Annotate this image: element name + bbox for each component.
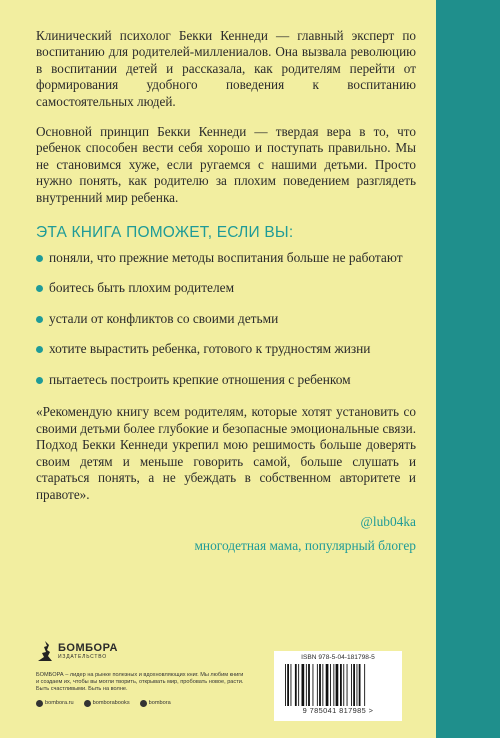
bullet-dot-icon <box>36 316 43 323</box>
social-label: bombora <box>148 700 171 707</box>
social-links <box>36 700 246 707</box>
barcode-number: 9 785041 817985 > <box>302 706 374 715</box>
intro-paragraph: Клинический психолог Бекки Кеннеди — главный эксперт по воспитанию для родителей-миллениалов. Она вызвала революцию в воспитании детей и рассказала, как родителям перейти от формирования удобного поведения к воспитанию самостоятельных людей. <box>36 28 416 109</box>
testimonial-quote: «Рекомендую книгу всем родителям, которые хотят установить со своими детьми более глубокие и безопасные эмоциональные связи. Подход Бекки Кеннеди укрепил мою решимость больше доверять своим детям и меньше говорить самой, больше слушать и стараться понять, а не убеждать в собственном авторитете и правоте». <box>36 404 416 503</box>
publisher-logo <box>36 640 246 662</box>
list-item <box>36 311 416 327</box>
list-item-text: боитесь быть плохим родителем <box>49 280 235 296</box>
spine-stripe <box>436 0 500 738</box>
social-link <box>140 700 171 707</box>
list-item <box>36 372 416 388</box>
list-item-text: устали от конфликтов со своими детьми <box>49 310 279 326</box>
social-link <box>84 700 130 707</box>
telegram-icon <box>140 700 147 707</box>
list-item <box>36 280 416 296</box>
publisher-footer <box>36 640 246 707</box>
isbn-label: ISBN 978-5-04-181798-5 <box>301 654 375 661</box>
list-item-text: пытаетесь построить крепкие отношения с ребенком <box>49 371 351 387</box>
social-link <box>36 700 74 707</box>
quote-author: @lub04ka <box>360 513 416 529</box>
bullet-dot-icon <box>36 255 43 262</box>
globe-icon <box>36 700 43 707</box>
social-label: bomborabooks <box>92 700 130 707</box>
bullet-list <box>36 250 416 388</box>
vk-icon <box>84 700 91 707</box>
intro-paragraph: Основной принцип Бекки Кеннеди — твердая вера в то, что ребенок способен вести себя хорошо и поступать правильно. Мы не становимся хуже, если ругаемся с нашими детьми. Просто нужно понять, как родителю за плохим поведением разглядеть внутренний мир ребенка. <box>36 124 416 205</box>
list-heading: ЭТА КНИГА ПОМОЖЕТ, ЕСЛИ ВЫ: <box>36 224 294 242</box>
bullet-dot-icon <box>36 285 43 292</box>
bullet-dot-icon <box>36 377 43 384</box>
barcode-block <box>274 651 402 721</box>
list-item-text: поняли, что прежние методы воспитания больше не работают <box>49 250 403 266</box>
list-item <box>36 341 416 357</box>
social-label: bombora.ru <box>45 700 74 707</box>
list-item-text: хотите вырастить ребенка, готового к трудностям жизни <box>49 341 371 357</box>
bombora-logo-icon <box>36 640 54 662</box>
quote-author-role: многодетная мама, популярный блогер <box>194 537 416 553</box>
publisher-name: БОМБОРА <box>58 641 118 654</box>
bullet-dot-icon <box>36 346 43 353</box>
publisher-subtitle: ИЗДАТЕЛЬСТВО <box>58 653 107 660</box>
list-item <box>36 250 416 266</box>
barcode-bars <box>283 664 393 706</box>
publisher-description: БОМБОРА – лидер на рынке полезных и вдохновляющих книг. Мы любим книги и создаем их, чтобы вы могли творить, открывать мир, пробовать новое, расти. Быть счастливыми. Быть на волне. <box>36 672 244 693</box>
